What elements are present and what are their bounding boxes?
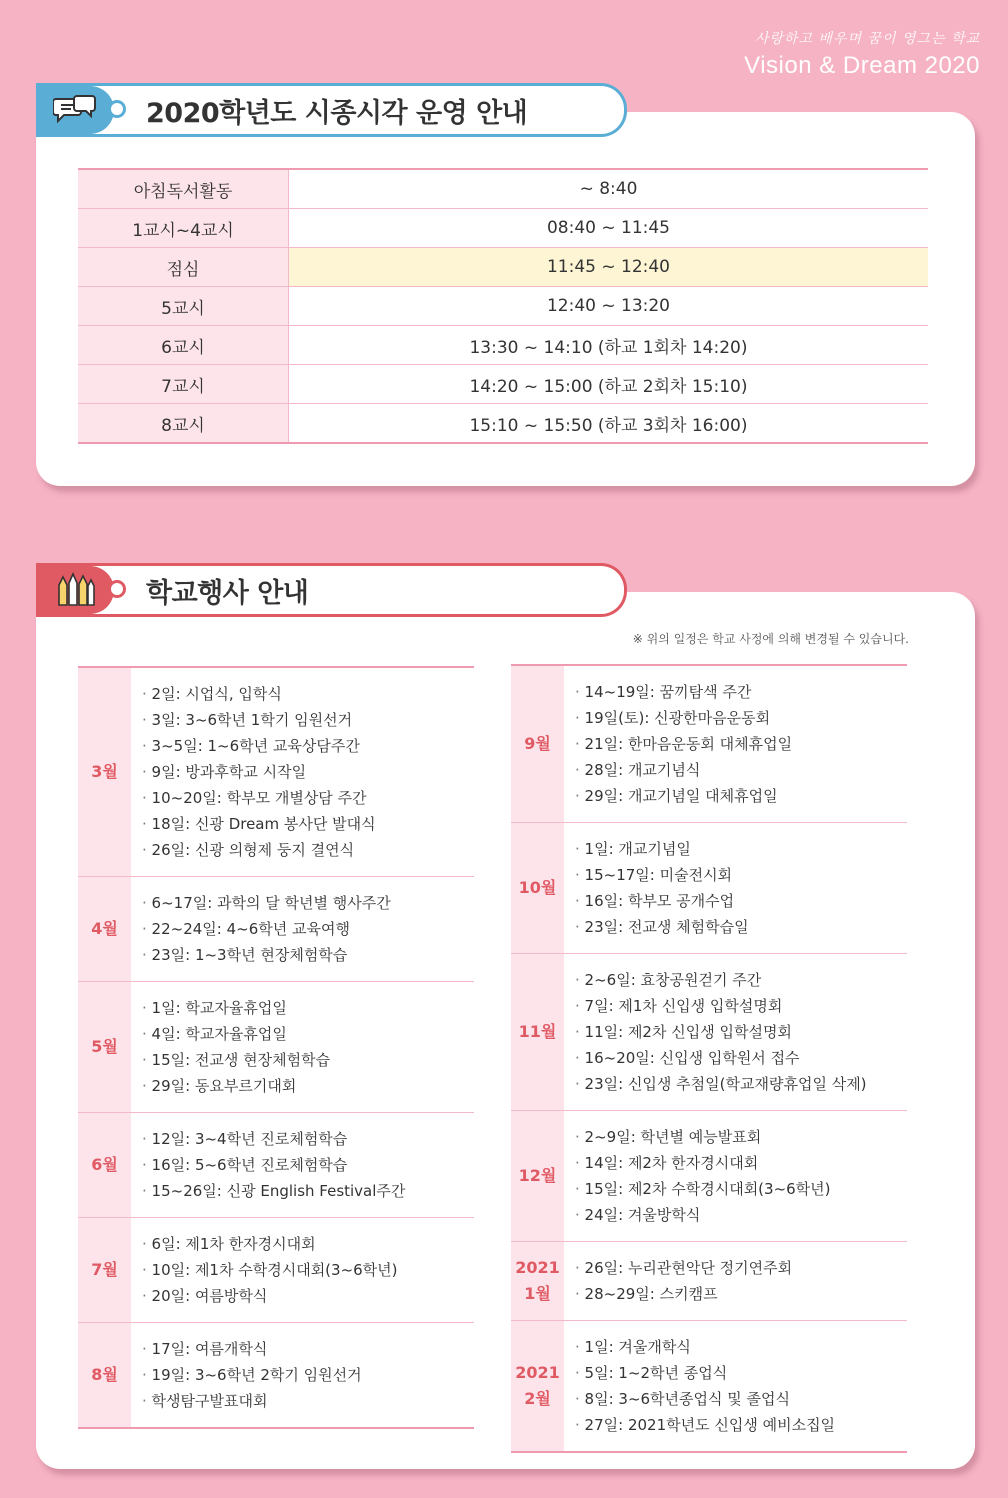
vision-title: Vision & Dream 2020 [744, 52, 980, 79]
month-row-october [511, 823, 907, 954]
month-year: 2021 [515, 1258, 560, 1277]
month-label: 3월 [78, 668, 131, 876]
list-item: · 29일: 개교기념일 대체휴업일 [575, 783, 907, 809]
table-row [78, 287, 928, 326]
schedule-section-tab [36, 83, 627, 137]
month-label: 4월 [78, 877, 131, 981]
month-label: 12월 [511, 1111, 564, 1241]
time-cell: 12:40 ~ 13:20 [289, 287, 929, 326]
period-cell: 점심 [78, 248, 289, 287]
table-row-lunch [78, 248, 928, 287]
month-label [511, 1242, 564, 1320]
list-item: · 2일: 시업식, 입학식 [142, 681, 474, 707]
table-row [78, 326, 928, 365]
list-item: · 4일: 학교자율휴업일 [142, 1021, 474, 1047]
month-row-march [78, 668, 474, 877]
event-list [564, 1321, 907, 1451]
list-item: · 14~19일: 꿈끼탐색 주간 [575, 679, 907, 705]
list-item: · 26일: 누리관현악단 정기연주회 [575, 1255, 907, 1281]
list-item: · 20일: 여름방학식 [142, 1283, 474, 1309]
list-item: · 22~24일: 4~6학년 교육여행 [142, 916, 474, 942]
event-list [131, 1218, 474, 1322]
list-item: · 9일: 방과후학교 시작일 [142, 759, 474, 785]
event-list [564, 666, 907, 822]
speech-bubbles-icon [36, 86, 114, 134]
list-item: · 11일: 제2차 신입생 입학설명회 [575, 1019, 907, 1045]
month-row-december [511, 1111, 907, 1242]
tab-dot-icon [108, 580, 126, 598]
time-cell: ~ 8:40 [289, 169, 929, 209]
time-cell: 08:40 ~ 11:45 [289, 209, 929, 248]
events-section-title: 학교행사 안내 [146, 577, 309, 609]
list-item: · 3일: 3~6학년 1학기 임원선거 [142, 707, 474, 733]
table-row [78, 365, 928, 404]
month-row-august [78, 1323, 474, 1427]
event-list [131, 982, 474, 1112]
list-item: · 19일(토): 신광한마음운동회 [575, 705, 907, 731]
list-item: · 14일: 제2차 한자경시대회 [575, 1150, 907, 1176]
month-year: 2021 [515, 1363, 560, 1382]
month-row-september [511, 666, 907, 823]
period-cell: 1교시~4교시 [78, 209, 289, 248]
schedule-section-title: 2020학년도 시종시각 운영 안내 [146, 97, 528, 129]
time-cell: 13:30 ~ 14:10 (하교 1회차 14:20) [289, 326, 929, 365]
events-section-tab [36, 563, 627, 617]
events-right-column [511, 664, 907, 1453]
month-label: 11월 [511, 954, 564, 1110]
month-row-january-2021 [511, 1242, 907, 1321]
time-cell: 11:45 ~ 12:40 [289, 248, 929, 287]
class-time-table [78, 168, 928, 444]
table-row [78, 169, 928, 209]
list-item: · 16일: 5~6학년 진로체험학습 [142, 1152, 474, 1178]
table-row [78, 209, 928, 248]
list-item: · 15~17일: 미술전시회 [575, 862, 907, 888]
list-item: · 15일: 전교생 현장체험학습 [142, 1047, 474, 1073]
event-list [131, 668, 474, 876]
month-label [511, 1321, 564, 1451]
events-left-column [78, 666, 474, 1429]
event-list [131, 1323, 474, 1427]
list-item: · 12일: 3~4학년 진로체험학습 [142, 1126, 474, 1152]
list-item: · 1일: 학교자율휴업일 [142, 995, 474, 1021]
list-item: · 26일: 신광 의형제 둥지 결연식 [142, 837, 474, 863]
event-list [131, 1113, 474, 1217]
month-label: 8월 [78, 1323, 131, 1427]
period-cell: 7교시 [78, 365, 289, 404]
list-item: · 5일: 1~2학년 종업식 [575, 1360, 907, 1386]
event-list [564, 1111, 907, 1241]
list-item: · 6일: 제1차 한자경시대회 [142, 1231, 474, 1257]
event-list [131, 877, 474, 981]
time-cell: 15:10 ~ 15:50 (하교 3회차 16:00) [289, 404, 929, 444]
list-item: · 2~6일: 효창공원걷기 주간 [575, 967, 907, 993]
month-name: 2월 [524, 1389, 551, 1408]
list-item: · 27일: 2021학년도 신입생 예비소집일 [575, 1412, 907, 1438]
pencils-icon [36, 566, 114, 614]
list-item: · 24일: 겨울방학식 [575, 1202, 907, 1228]
list-item: · 6~17일: 과학의 달 학년별 행사주간 [142, 890, 474, 916]
list-item: · 2~9일: 학년별 예능발표회 [575, 1124, 907, 1150]
list-item: · 28일: 개교기념식 [575, 757, 907, 783]
list-item: · 10~20일: 학부모 개별상담 주간 [142, 785, 474, 811]
period-cell: 5교시 [78, 287, 289, 326]
school-slogan: 사랑하고 배우며 꿈이 영그는 학교 [754, 31, 980, 47]
list-item: · 23일: 1~3학년 현장체험학습 [142, 942, 474, 968]
month-label: 9월 [511, 666, 564, 822]
month-label: 10월 [511, 823, 564, 953]
list-item: · 1일: 겨울개학식 [575, 1334, 907, 1360]
list-item: · 28~29일: 스키캠프 [575, 1281, 907, 1307]
list-item: · 10일: 제1차 수학경시대회(3~6학년) [142, 1257, 474, 1283]
month-row-november [511, 954, 907, 1111]
list-item: · 18일: 신광 Dream 봉사단 발대식 [142, 811, 474, 837]
list-item: · 21일: 한마음운동회 대체휴업일 [575, 731, 907, 757]
schedule-change-note: ※ 위의 일정은 학교 사정에 의해 변경될 수 있습니다. [632, 632, 909, 646]
month-name: 1월 [524, 1284, 551, 1303]
list-item: · 16~20일: 신입생 입학원서 접수 [575, 1045, 907, 1071]
list-item: · 29일: 동요부르기대회 [142, 1073, 474, 1099]
list-item: · 7일: 제1차 신입생 입학설명회 [575, 993, 907, 1019]
period-cell: 아침독서활동 [78, 169, 289, 209]
list-item: · 15~26일: 신광 English Festival주간 [142, 1178, 474, 1204]
list-item: · 학생탐구발표대회 [142, 1388, 474, 1414]
brand-header [744, 28, 980, 80]
time-cell: 14:20 ~ 15:00 (하교 2회차 15:10) [289, 365, 929, 404]
event-list [564, 1242, 907, 1320]
list-item: · 19일: 3~6학년 2학기 임원선거 [142, 1362, 474, 1388]
period-cell: 8교시 [78, 404, 289, 444]
month-row-july [78, 1218, 474, 1323]
list-item: · 8일: 3~6학년종업식 및 졸업식 [575, 1386, 907, 1412]
period-cell: 6교시 [78, 326, 289, 365]
month-label: 6월 [78, 1113, 131, 1217]
month-row-june [78, 1113, 474, 1218]
list-item: · 16일: 학부모 공개수업 [575, 888, 907, 914]
month-row-may [78, 982, 474, 1113]
table-row [78, 404, 928, 444]
list-item: · 3~5일: 1~6학년 교육상담주간 [142, 733, 474, 759]
month-label: 5월 [78, 982, 131, 1112]
month-row-april [78, 877, 474, 982]
event-list [564, 823, 907, 953]
list-item: · 23일: 전교생 체험학습일 [575, 914, 907, 940]
list-item: · 15일: 제2차 수학경시대회(3~6학년) [575, 1176, 907, 1202]
list-item: · 23일: 신입생 추첨일(학교재량휴업일 삭제) [575, 1071, 907, 1097]
month-row-february-2021 [511, 1321, 907, 1451]
event-list [564, 954, 907, 1110]
month-label: 7월 [78, 1218, 131, 1322]
tab-dot-icon [108, 100, 126, 118]
list-item: · 1일: 개교기념일 [575, 836, 907, 862]
list-item: · 17일: 여름개학식 [142, 1336, 474, 1362]
